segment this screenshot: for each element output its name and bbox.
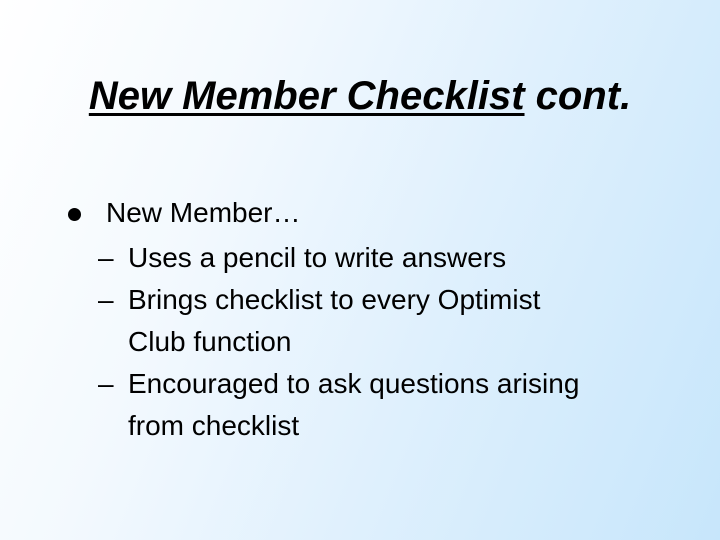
slide-title-suffix: cont. xyxy=(524,74,632,118)
sub-bullet-text: Encouraged to ask questions arising xyxy=(128,368,580,399)
dash-icon: – xyxy=(98,242,114,273)
slide-title-underlined: New Member Checklist xyxy=(88,74,525,118)
dash-icon: – xyxy=(98,284,114,315)
sub-bullet-item xyxy=(98,237,506,279)
bullet-item xyxy=(68,193,300,233)
sub-bullet-item xyxy=(98,279,540,363)
dash-icon: – xyxy=(98,368,114,399)
sub-bullet-continuation: Club function xyxy=(128,326,292,357)
sub-bullet-continuation: from checklist xyxy=(128,410,300,441)
sub-bullet-text: Uses a pencil to write answers xyxy=(128,242,507,273)
sub-bullet-item xyxy=(98,363,579,447)
bullet-text: New Member… xyxy=(106,197,301,228)
slide-title xyxy=(0,68,720,124)
sub-bullet-text: Brings checklist to every Optimist xyxy=(128,284,541,315)
bullet-dot-icon xyxy=(68,208,81,221)
